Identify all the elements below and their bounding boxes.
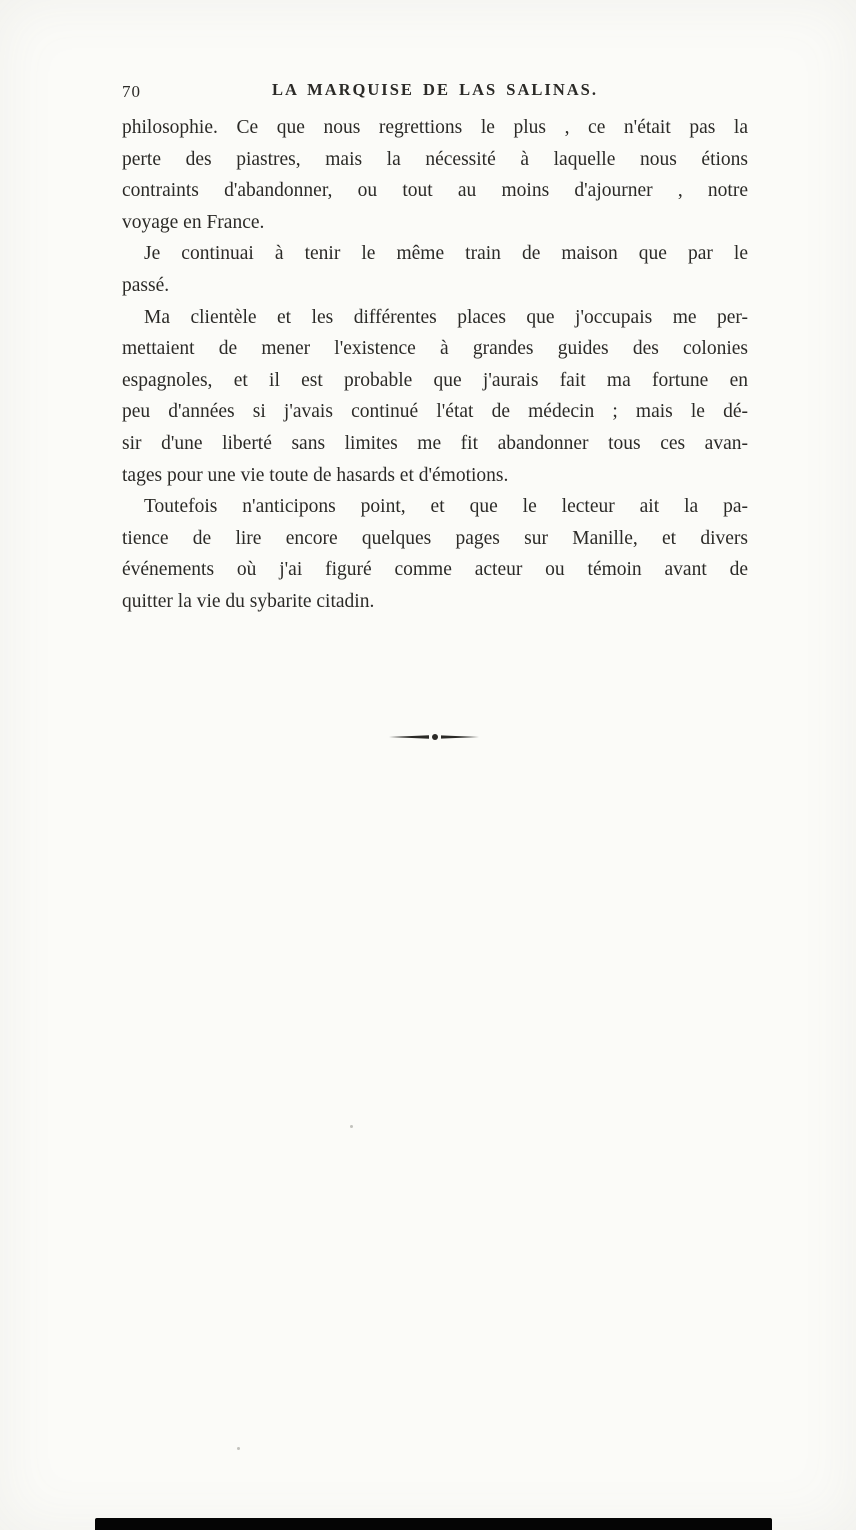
paragraph xyxy=(122,302,748,492)
text-line: tages pour une vie toute de hasards et d'émotions. xyxy=(122,464,509,486)
scan-speck xyxy=(350,1125,353,1128)
text-line: mettaient de mener l'existence à grandes guides des colonies xyxy=(122,338,748,360)
text-line: quitter la vie du sybarite citadin. xyxy=(122,590,375,612)
page-header xyxy=(122,80,748,104)
text-line: tience de lire encore quelques pages sur Manille, et divers xyxy=(122,527,748,549)
paragraph xyxy=(122,491,748,617)
running-title: LA MARQUISE DE LAS SALINAS. xyxy=(272,80,598,99)
page-number: 70 xyxy=(122,82,141,101)
page-body xyxy=(122,112,748,618)
text-line: contraints d'abandonner, ou tout au moins d'ajourner , notre xyxy=(122,180,748,202)
text-line: philosophie. Ce que nous regrettions le plus , ce n'était pas la xyxy=(122,117,748,138)
text-line: Toutefois n'anticipons point, et que le lecteur ait la pa- xyxy=(144,496,748,518)
text-line: voyage en France. xyxy=(122,211,265,233)
text-line: passé. xyxy=(122,274,170,296)
tapered-rule-icon xyxy=(389,731,481,743)
text-line: Je continuai à tenir le même train de maison que par le xyxy=(144,243,748,265)
text-line: Ma clientèle et les différentes places que j'occupais me per- xyxy=(144,306,748,328)
scan-speck xyxy=(237,1447,240,1450)
text-line: espagnoles, et il est probable que j'aurais fait ma fortune en xyxy=(122,369,748,391)
text-line: peu d'années si j'avais continué l'état de médecin ; mais le dé- xyxy=(122,401,748,423)
text-line: perte des piastres, mais la nécessité à laquelle nous étions xyxy=(122,148,748,170)
paragraph xyxy=(122,238,748,301)
text-line: sir d'une liberté sans limites me fit abandonner tous ces avan- xyxy=(122,432,748,454)
scan-edge-artifact xyxy=(95,1518,772,1530)
paragraph xyxy=(122,112,748,238)
divider-ornament xyxy=(122,730,748,748)
text-line: événements où j'ai figuré comme acteur ou témoin avant de xyxy=(122,559,748,581)
